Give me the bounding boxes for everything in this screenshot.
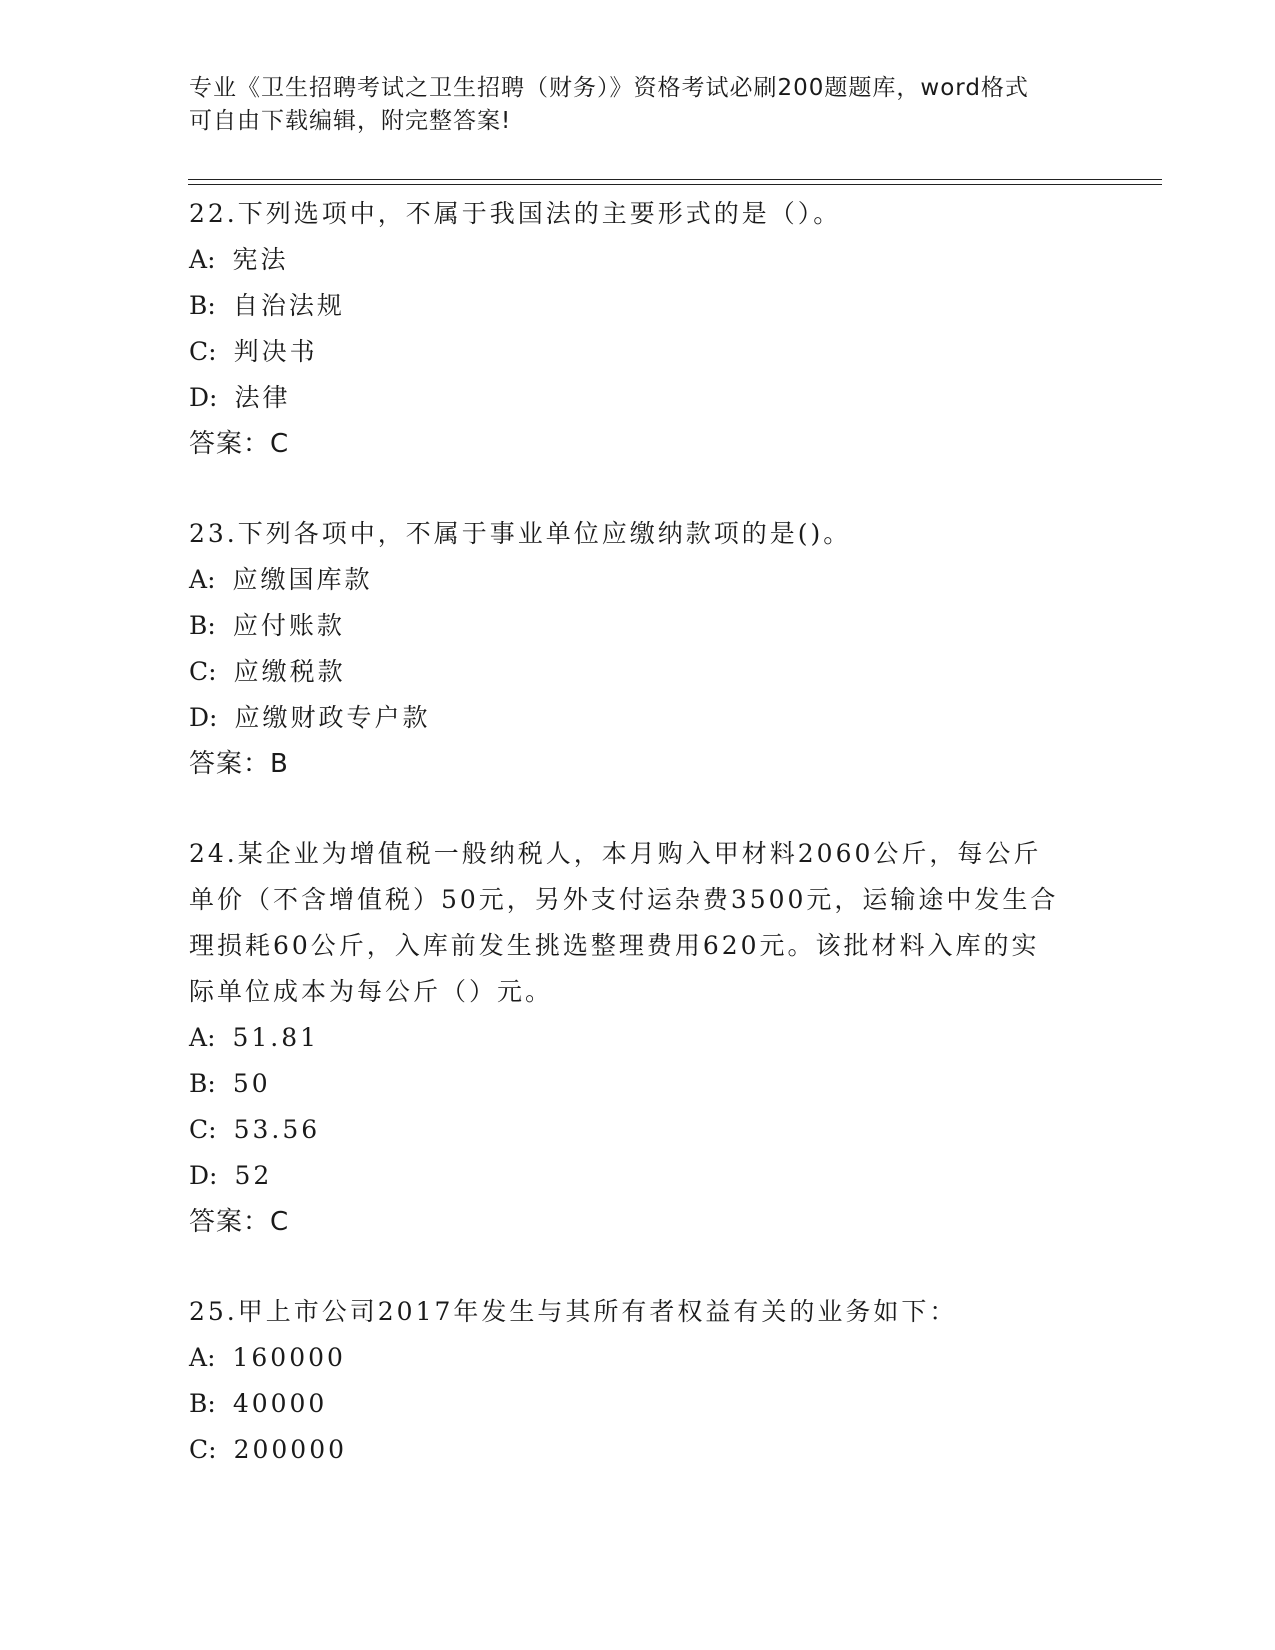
question-24 xyxy=(189,831,1089,1245)
header-line-1: 专业《卫生招聘考试之卫生招聘（财务）》资格考试必刷200题题库，word格式 xyxy=(189,75,1029,101)
option-c: C: 应缴税款 xyxy=(189,657,346,686)
question-22 xyxy=(189,191,1089,467)
header-divider-top xyxy=(188,179,1162,180)
header-divider-bottom xyxy=(188,184,1162,185)
question-stem: 23.下列各项中，不属于事业单位应缴纳款项的是()。 xyxy=(189,519,852,548)
question-stem-line-3: 理损耗60公斤，入库前发生挑选整理费用620元。该批材料入库的实 xyxy=(189,931,1040,960)
option-d: D: 法律 xyxy=(189,383,291,412)
question-stem-line-2: 单价（不含增值税）50元，另外支付运杂费3500元，运输途中发生合 xyxy=(189,885,1059,914)
question-stem-line-1: 24.某企业为增值税一般纳税人，本月购入甲材料2060公斤，每公斤 xyxy=(189,839,1042,868)
document-header xyxy=(189,72,1089,138)
option-a: A: 应缴国库款 xyxy=(189,565,373,594)
question-23 xyxy=(189,511,1089,787)
answer: 答案：C xyxy=(189,1207,290,1237)
header-line-2: 可自由下载编辑，附完整答案! xyxy=(189,108,512,134)
option-c: C: 53.56 xyxy=(189,1115,321,1144)
question-stem: 22.下列选项中，不属于我国法的主要形式的是（）。 xyxy=(189,199,842,228)
option-c: C: 200000 xyxy=(189,1435,348,1464)
option-a: A: 51.81 xyxy=(189,1023,320,1052)
option-b: B: 应付账款 xyxy=(189,611,345,640)
option-d: D: 应缴财政专户款 xyxy=(189,703,431,732)
option-d: D: 52 xyxy=(189,1161,273,1190)
question-stem: 25.甲上市公司2017年发生与其所有者权益有关的业务如下： xyxy=(189,1297,958,1326)
option-b: B: 40000 xyxy=(189,1389,328,1418)
option-a: A: 宪法 xyxy=(189,245,289,274)
answer: 答案：C xyxy=(189,429,290,459)
option-c: C: 判决书 xyxy=(189,337,318,366)
question-list xyxy=(189,191,1089,1517)
question-stem-line-4: 际单位成本为每公斤（）元。 xyxy=(189,977,554,1006)
option-b: B: 自治法规 xyxy=(189,291,345,320)
question-25 xyxy=(189,1289,1089,1473)
answer: 答案：B xyxy=(189,749,289,779)
option-b: B: 50 xyxy=(189,1069,271,1098)
option-a: A: 160000 xyxy=(189,1343,346,1372)
